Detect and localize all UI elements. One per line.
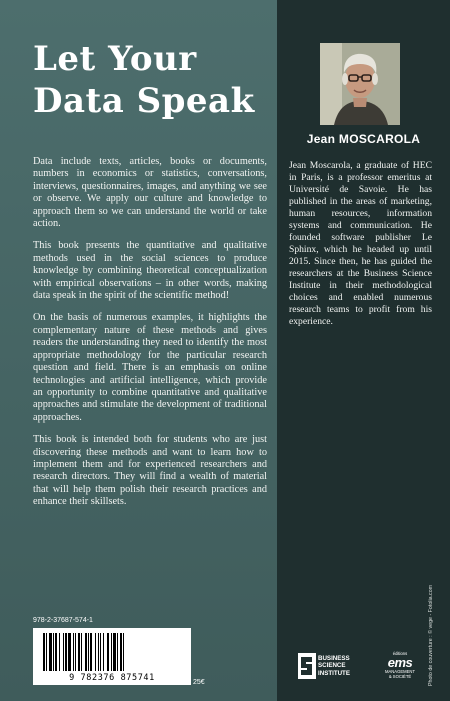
barcode-digits: 9 782376 875741 xyxy=(69,673,155,683)
book-title: Let Your Data Speak xyxy=(33,39,255,121)
barcode-bars-icon xyxy=(33,628,191,674)
bsi-line-2: SCIENCE xyxy=(318,662,346,670)
ems-wordmark: ems xyxy=(387,655,413,670)
description-paragraph-1: Data include texts, articles, books or documents, numbers in economics or statistics, conversations, interviews, questionnaires, images, and anything we see or observe. We apply our culture and knowledge to approach them so we can understand the world or take action. xyxy=(33,156,267,230)
description-paragraph-3: On the basis of numerous examples, it highlights the complementary nature of these methods and gives readers the understanding they need to identify the most appropriate methodology for the particular research question and field. There is an emphasis on online technologies and artificial intelligence, which provide an opportunity to combine quantitative and qualitative approaches and stimulate the development of traditional approaches. xyxy=(33,312,267,423)
isbn-number: 978-2-37687-574-1 xyxy=(33,617,93,624)
photo-credit: Photo de couverture : © vege - Fotolia.com xyxy=(428,584,434,686)
bsi-line-3: INSTITUTE xyxy=(318,669,350,677)
book-description xyxy=(33,156,267,519)
price: 25€ xyxy=(193,679,205,686)
ems-bottom-label-1: MANAGEMENT xyxy=(384,669,415,674)
barcode xyxy=(33,628,191,685)
ems-top-label: éditions xyxy=(392,651,408,656)
ems-bottom-label-2: & SOCIÉTÉ xyxy=(388,674,412,679)
bsi-logo-text xyxy=(318,655,374,677)
business-science-institute-logo xyxy=(298,653,372,681)
author-bio: Jean Moscarola, a graduate of HEC in Paris, is a professor emeritus at Université de Savoie. He has published in the areas of marketing, human resources, information systems and communication. He founded software publisher Le Sphinx, which he headed up until 2015. Since then, he has guided the researchers at the Business Science Institute in their methodological choices and enabled numerous research teams to profit from his experience. xyxy=(289,160,432,327)
description-paragraph-4: This book is intended both for students who are just discovering these methods and want to learn how to implement them and for experienced researchers and research directors. They will find a wealth of material that will help them polish their research practices and enhance their skillsets. xyxy=(33,434,267,508)
description-paragraph-2: This book presents the quantitative and qualitative methods used in the social sciences to produce knowledge by combining theoretical conceptualization with empirical observations – in other words, making data speak in the spirit of the scientific method! xyxy=(33,240,267,302)
author-photo xyxy=(320,43,400,125)
author-name: Jean MOSCAROLA xyxy=(306,132,421,146)
bsi-emblem-icon xyxy=(298,653,316,679)
ems-publisher-logo xyxy=(382,651,418,685)
author-portrait-icon xyxy=(320,43,400,125)
bsi-line-1: BUSINESS xyxy=(318,655,350,662)
